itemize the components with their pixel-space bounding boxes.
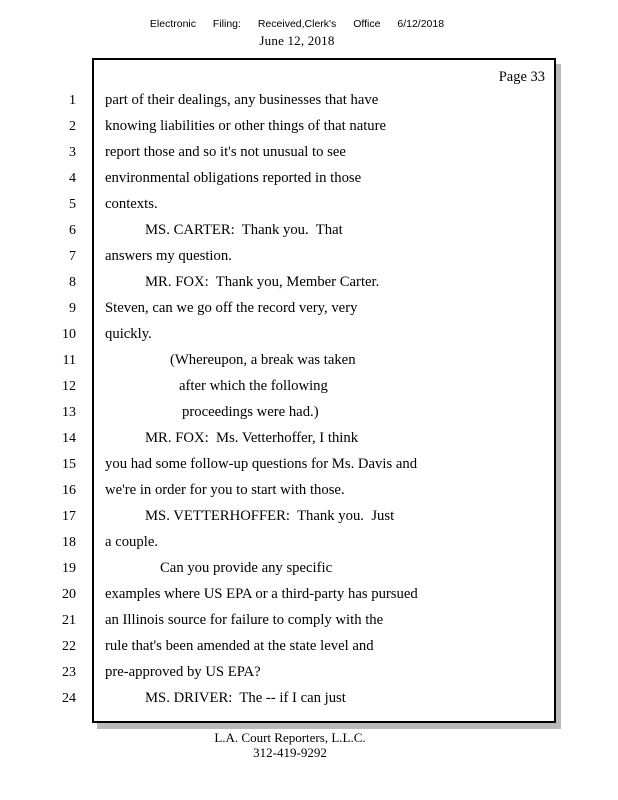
line-text: environmental obligations reported in those: [105, 170, 362, 186]
line-text: Steven, can we go off the record very, very: [105, 300, 358, 316]
line-text: MS. CARTER: Thank you. That: [145, 222, 343, 238]
line-number: 24: [62, 691, 76, 706]
line-number: 3: [69, 145, 76, 160]
transcript-line: [0, 451, 618, 477]
transcript-line: [0, 633, 618, 659]
line-text: an Illinois source for failure to comply with the: [105, 612, 384, 628]
transcript-line: [0, 477, 618, 503]
reporter-company: L.A. Court Reporters, L.L.C.: [214, 730, 366, 745]
line-number: 15: [62, 457, 76, 472]
line-number: 21: [62, 613, 76, 628]
line-number: 13: [62, 405, 76, 420]
line-text: MR. FOX: Thank you, Member Carter.: [145, 274, 380, 290]
transcript-line: [0, 373, 618, 399]
line-number: 10: [62, 327, 76, 342]
transcript-line: [0, 425, 618, 451]
transcript-line: [0, 581, 618, 607]
line-text: we're in order for you to start with those.: [105, 482, 345, 498]
transcript-line: [0, 139, 618, 165]
page-number-label: Page 33: [498, 69, 545, 85]
efiling-stamp: Electronic Filing: Received,Clerk's Office 6/12/2018: [149, 18, 445, 30]
line-text: a couple.: [105, 534, 159, 550]
line-text: (Whereupon, a break was taken: [170, 352, 356, 368]
transcript-line: [0, 659, 618, 685]
transcript-line: [0, 503, 618, 529]
line-number: 20: [62, 587, 76, 602]
transcript-line: [0, 555, 618, 581]
line-text: part of their dealings, any businesses that have: [105, 92, 379, 108]
line-text: rule that's been amended at the state level and: [105, 638, 374, 654]
transcript-lines: [0, 87, 618, 711]
line-number: 4: [69, 171, 76, 186]
hearing-date: June 12, 2018: [259, 33, 335, 48]
transcript-line: [0, 269, 618, 295]
transcript-line: [0, 191, 618, 217]
filing-header: [0, 18, 594, 48]
line-text: MS. DRIVER: The -- if I can just: [145, 690, 346, 706]
line-number: 11: [62, 353, 76, 368]
line-text: pre-approved by US EPA?: [105, 664, 261, 680]
line-number: 2: [69, 119, 76, 134]
reporter-phone: 312-419-9292: [253, 744, 327, 760]
reporter-footer: [0, 731, 580, 760]
line-number: 22: [62, 639, 76, 654]
line-number: 14: [62, 431, 76, 446]
line-text: MR. FOX: Ms. Vetterhoffer, I think: [145, 430, 359, 446]
line-text: contexts.: [105, 196, 158, 212]
line-number: 18: [62, 535, 76, 550]
transcript-line: [0, 217, 618, 243]
transcript-line: [0, 113, 618, 139]
transcript-line: [0, 399, 618, 425]
line-text: answers my question.: [105, 248, 232, 264]
line-number: 16: [62, 483, 76, 498]
transcript-line: [0, 685, 618, 711]
line-number: 19: [62, 561, 76, 576]
line-text: report those and so it's not unusual to see: [105, 144, 346, 160]
line-text: examples where US EPA or a third-party has pursued: [105, 586, 418, 602]
line-text: after which the following: [179, 378, 328, 394]
line-text: Can you provide any specific: [160, 560, 333, 576]
line-number: 17: [62, 509, 76, 524]
line-text: proceedings were had.): [182, 404, 319, 420]
line-number: 6: [69, 223, 76, 238]
line-number: 23: [62, 665, 76, 680]
line-number: 9: [69, 301, 76, 316]
transcript-line: [0, 607, 618, 633]
line-number: 1: [69, 93, 76, 108]
line-text: you had some follow-up questions for Ms. Davis and: [105, 456, 418, 472]
transcript-line: [0, 87, 618, 113]
line-number: 8: [69, 275, 76, 290]
transcript-line: [0, 295, 618, 321]
transcript-line: [0, 243, 618, 269]
line-number: 5: [69, 197, 76, 212]
line-text: quickly.: [105, 326, 152, 342]
transcript-line: [0, 347, 618, 373]
line-number: 12: [62, 379, 76, 394]
transcript-line: [0, 165, 618, 191]
transcript-line: [0, 321, 618, 347]
line-number: 7: [69, 249, 76, 264]
transcript-line: [0, 529, 618, 555]
line-text: knowing liabilities or other things of that nature: [105, 118, 387, 134]
line-text: MS. VETTERHOFFER: Thank you. Just: [145, 508, 395, 524]
